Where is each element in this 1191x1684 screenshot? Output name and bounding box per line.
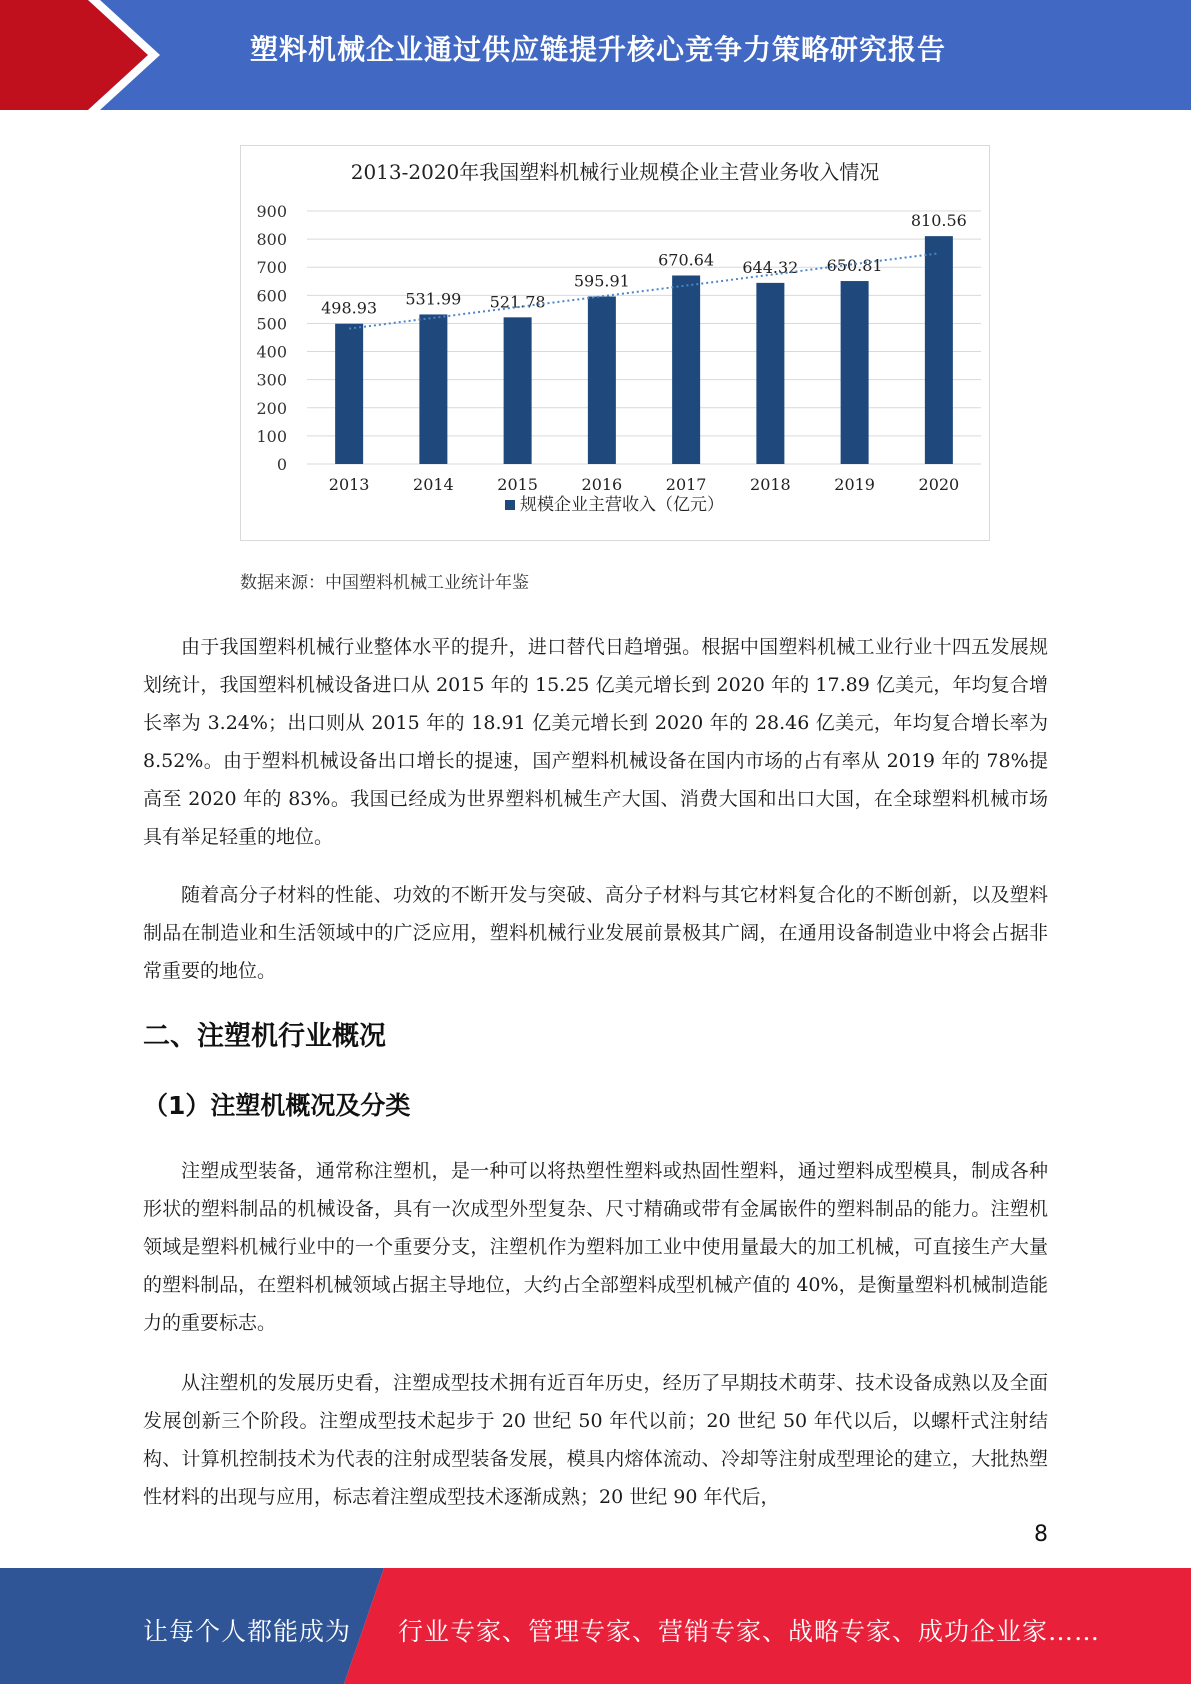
- data-label: 670.64: [658, 250, 715, 270]
- section-heading: 二、注塑机行业概况: [143, 1021, 386, 1052]
- bar: [588, 296, 616, 464]
- report-title: 塑料机械企业通过供应链提升核心竞争力策略研究报告: [250, 33, 947, 66]
- footer-slogan-left: 让每个人都能成为: [143, 1617, 352, 1646]
- y-tick-label: 200: [256, 398, 287, 418]
- data-label: 644.32: [742, 257, 799, 277]
- bar: [335, 324, 363, 464]
- paragraph-industry-outlook: 随着高分子材料的性能、功效的不断开发与突破、高分子材料与其它材料复合化的不断创新，以及塑料制品在制造业和生活领域中的广泛应用，塑料机械行业发展前景极其广阔，在通用设备制造业中将会占据非常重要的地位。: [143, 884, 1048, 982]
- y-tick-label: 900: [256, 202, 287, 221]
- footer-slogan-right: 行业专家、管理专家、营销专家、战略专家、成功企业家……: [398, 1617, 1101, 1646]
- paragraph-injection-molding-intro: 注塑成型装备，通常称注塑机，是一种可以将热塑性塑料或热固性塑料，通过塑料成型模具，制成各种形状的塑料制品的机械设备，具有一次成型外型复杂、尺寸精确或带有金属嵌件的塑料制品的能力。注塑机领域是塑料机械行业中的一个重要分支，注塑机作为塑料加工业中使用量最大的加工机械，可直接生产大量的塑料制品，在塑料机械领域占据主导地位，大约占全部塑料成型机械产值的 40%，是衡量塑料机械制造能力的重要标志。: [143, 1160, 1048, 1334]
- y-tick-label: 800: [256, 230, 287, 250]
- y-tick-label: 600: [256, 286, 287, 306]
- legend-label: 规模企业主营收入（亿元）: [520, 495, 724, 515]
- chart-title: 2013-2020年我国塑料机械行业规模企业主营业务收入情况: [350, 160, 880, 184]
- paragraph-injection-molding-history: 从注塑机的发展历史看，注塑成型技术拥有近百年历史，经历了早期技术萌芽、技术设备成熟以及全面发展创新三个阶段。注塑成型技术起步于 20 世纪 50 年代以前；20 世纪 50 年代以后，以螺杆式注射结构、计算机控制技术为代表的注射成型装备发展，模具内熔体流动、冷却等注射成型理论的建立，大批热塑性材料的出现与应用，标志着注塑成型技术逐渐成熟；20 世纪 90 年代后，: [143, 1372, 1048, 1508]
- y-tick-label: 0: [276, 455, 287, 474]
- revenue-chart: [240, 145, 990, 541]
- y-tick-label: 500: [256, 314, 287, 334]
- y-tick-label: 700: [256, 258, 287, 278]
- subsection-heading: （1）注塑机概况及分类: [143, 1091, 411, 1120]
- bar: [925, 236, 953, 464]
- x-tick-label: 2018: [750, 475, 791, 494]
- x-tick-label: 2019: [834, 475, 875, 494]
- data-label: 531.99: [405, 289, 462, 309]
- data-label: 650.81: [826, 256, 883, 276]
- header-banner: [0, 0, 1191, 110]
- x-tick-label: 2020: [918, 475, 960, 494]
- y-tick-label: 300: [256, 370, 287, 390]
- x-tick-label: 2013: [328, 475, 370, 494]
- data-label: 810.56: [910, 211, 967, 231]
- bar: [419, 314, 447, 464]
- x-tick-label: 2015: [497, 475, 538, 494]
- x-tick-label: 2017: [665, 475, 707, 494]
- data-label: 521.78: [489, 292, 546, 312]
- bar: [756, 283, 784, 464]
- paragraph-import-substitution: 由于我国塑料机械行业整体水平的提升，进口替代日趋增强。根据中国塑料机械工业行业十四五发展规划统计，我国塑料机械设备进口从 2015 年的 15.25 亿美元增长到 2020 年的 17.89 亿美元，年均复合增长率为 3.24%；出口则从 2015 年的 18.91 亿美元增长到 2020 年的 28.46 亿美元，年均复合增长率为 8.52%。由于塑料机械设备出口增长的提速，国产塑料机械设备在国内市场的占有率从 2019 年的 78%提高至 2020 年的 83%。我国已经成为世界塑料机械生产大国、消费大国和出口大国，在全球塑料机械市场具有举足轻重的地位。: [143, 636, 1048, 848]
- bar: [672, 275, 700, 464]
- x-tick-label: 2016: [581, 475, 623, 494]
- bar: [504, 317, 532, 464]
- x-tick-label: 2014: [413, 475, 454, 494]
- revenue-chart-svg: [241, 146, 989, 540]
- page-number: 8: [1034, 1522, 1048, 1547]
- bar: [841, 281, 869, 464]
- y-tick-label: 100: [256, 426, 287, 446]
- y-tick-label: 400: [256, 342, 287, 362]
- data-label: 498.93: [321, 298, 378, 318]
- data-label: 595.91: [573, 271, 630, 291]
- footer-banner: [0, 1568, 1191, 1684]
- chart-source: 数据来源：中国塑料机械工业统计年鉴: [240, 573, 529, 593]
- legend-swatch: [505, 500, 515, 510]
